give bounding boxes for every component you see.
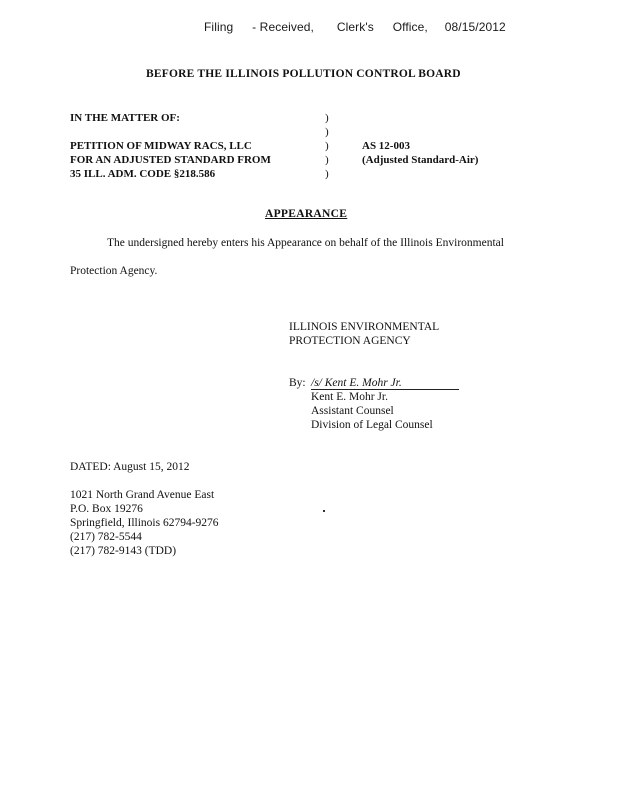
stamp-date: 08/15/2012 xyxy=(444,20,506,34)
signature-signed: /s/ Kent E. Mohr Jr. xyxy=(311,377,402,389)
address-line-4: (217) 782-5544 xyxy=(70,531,142,543)
signature-by-label: By: xyxy=(289,377,306,389)
caption-paren-2: ) xyxy=(325,126,329,138)
address-line-2: P.O. Box 19276 xyxy=(70,503,143,515)
matter-label: IN THE MATTER OF: xyxy=(70,112,180,124)
stamp-filing: Filing xyxy=(204,20,234,34)
caption-paren-1: ) xyxy=(325,112,329,124)
scan-artifact-dot xyxy=(323,510,325,512)
case-number: AS 12-003 xyxy=(362,140,410,152)
address-line-5: (217) 782-9143 (TDD) xyxy=(70,545,177,557)
petition-line-1: PETITION OF MIDWAY RACS, LLC xyxy=(70,140,252,152)
petition-line-2: FOR AN ADJUSTED STANDARD FROM xyxy=(70,154,271,166)
stamp-clerks: Clerk's xyxy=(336,20,374,34)
agency-line-2: PROTECTION AGENCY xyxy=(289,335,411,347)
petition-line-3: 35 ILL. ADM. CODE §218.586 xyxy=(70,168,216,180)
body-line-2: Protection Agency. xyxy=(70,265,158,277)
signer-title: Assistant Counsel xyxy=(311,405,394,417)
signer-division: Division of Legal Counsel xyxy=(311,419,433,431)
stamp-received: - Received, xyxy=(252,20,314,34)
caption-paren-3: ) xyxy=(325,140,329,152)
signature-line xyxy=(311,376,459,390)
case-type: (Adjusted Standard-Air) xyxy=(362,154,479,166)
address-line-3: Springfield, Illinois 62794-9276 xyxy=(70,517,219,529)
dated-line: DATED: August 15, 2012 xyxy=(70,461,190,473)
agency-line-1: ILLINOIS ENVIRONMENTAL xyxy=(289,321,440,333)
stamp-office: Office, xyxy=(392,20,428,34)
appearance-heading: APPEARANCE xyxy=(265,208,348,220)
body-line-1: The undersigned hereby enters his Appearance on behalf of the Illinois Environmental xyxy=(107,237,504,249)
signer-name: Kent E. Mohr Jr. xyxy=(311,391,388,403)
caption-paren-4: ) xyxy=(325,154,329,166)
caption-paren-5: ) xyxy=(325,168,329,180)
filing-stamp xyxy=(204,20,506,34)
address-line-1: 1021 North Grand Avenue East xyxy=(70,489,215,501)
board-title: BEFORE THE ILLINOIS POLLUTION CONTROL BOARD xyxy=(146,68,461,80)
